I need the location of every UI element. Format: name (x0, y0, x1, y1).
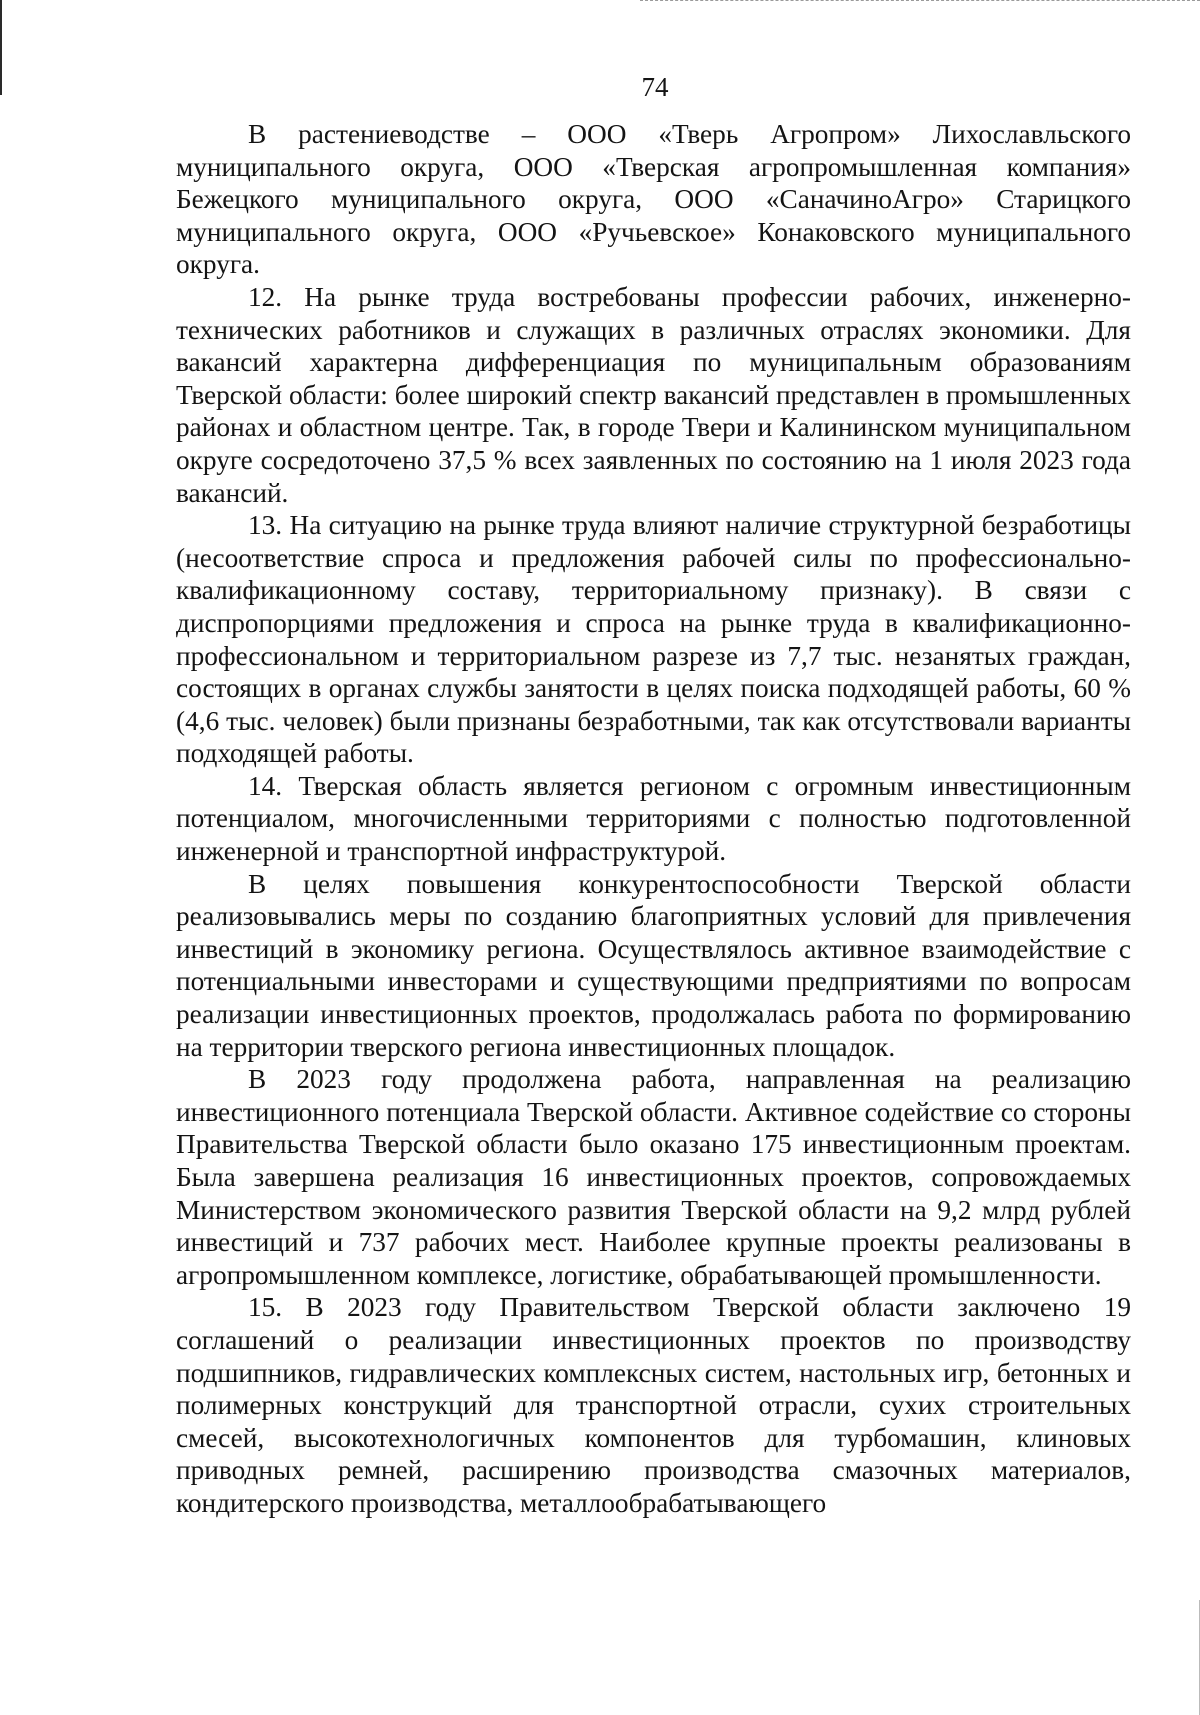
paragraph-13-unemployment: 13. На ситуацию на рынке труда влияют наличие структурной безработицы (несоответствие спроса и предложения рабочей силы по профессионально-квалификационному составу, территориальному признаку). В связи с диспропорциями предложения и спроса на рынке труда в квалификационно-профессиональном и территориальном разрезе из 7,7 тыс. незанятых граждан, состоящих в органах службы занятости в целях поиска подходящей работы, 60 % (4,6 тыс. человек) были признаны безработными, так как отсутствовали варианты подходящей работы. (176, 510, 1131, 769)
paragraph-12-labor-market: 12. На рынке труда востребованы профессии рабочих, инженерно-технических работников и служащих в различных отраслях экономики. Для вакансий характерна дифференциация по муниципальным образованиям Тверской области: более широкий спектр вакансий представлен в промышленных районах и областном центре. Так, в городе Твери и Калининском муниципальном округе сосредоточено 37,5 % всех заявленных по состоянию на 1 июля 2023 года вакансий. (176, 281, 1131, 508)
paragraph-14-investment-potential: 14. Тверская область является регионом с огромным инвестиционным потенциалом, многочисленными территориями с полностью подготовленной инженерной и транспортной инфраструктурой. (176, 770, 1131, 867)
document-body (176, 118, 1131, 1520)
paragraph-15-agreements: 15. В 2023 году Правительством Тверской области заключено 19 соглашений о реализации инвестиционных проектов по производству подшипников, гидравлических комплексных систем, настольных игр, бетонных и полимерных конструкций для транспортной отрасли, сухих строительных смесей, высокотехнологичных компонентов для турбомашин, клиновых приводных ремней, расширению производства смазочных материалов, кондитерского производства, металлообрабатывающего (176, 1292, 1131, 1518)
paragraph-competitiveness: В целях повышения конкурентоспособности Тверской области реализовывались меры по созданию благоприятных условий для привлечения инвестиций в экономику региона. Осуществлялось активное взаимодействие с потенциальными инвесторами и существующими предприятиями по вопросам реализации инвестиционных проектов, продолжалась работа по формированию на территории тверского региона инвестиционных площадок. (176, 868, 1131, 1062)
scan-edge-top (640, 0, 1200, 2)
page-number: 74 (641, 72, 669, 102)
paragraph-crop-farming: В растениеводстве – ООО «Тверь Агропром» Лихославльского муниципального округа, ООО «Тверская агропромышленная компания» Бежецкого муниципального округа, ООО «СаначиноАгро» Старицкого муниципального округа, ООО «Ручьевское» Конаковского муниципального округа. (176, 119, 1131, 280)
paragraph-2023-investment-projects: В 2023 году продолжена работа, направленная на реализацию инвестиционного потенциала Тверской области. Активное содействие со стороны Правительства Тверской области было оказано 175 инвестиционным проектам. Была завершена реализация 16 инвестиционных проектов, сопровождаемых Министерством экономического развития Тверской области на 9,2 млрд рублей инвестиций и 737 рабочих мест. Наиболее крупные проекты реализованы в агропромышленном комплексе, логистике, обрабатывающей промышленности. (176, 1064, 1131, 1290)
